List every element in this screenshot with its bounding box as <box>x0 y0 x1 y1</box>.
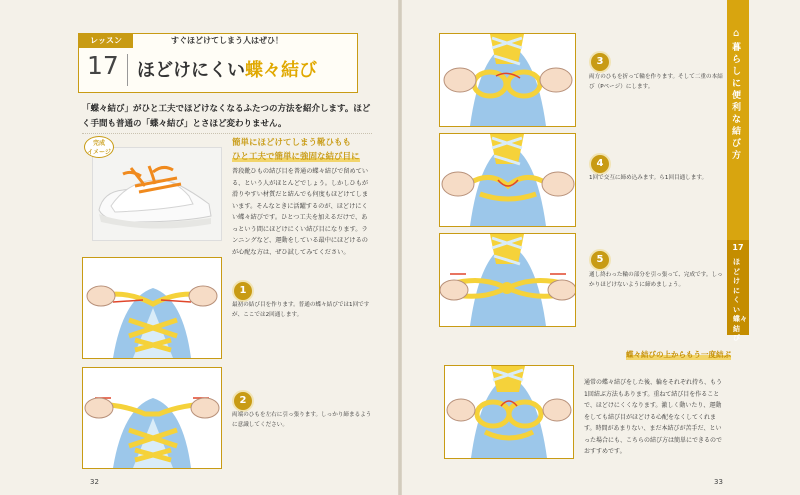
step4-number: 4 <box>589 153 611 175</box>
point-body: 普段靴ひもの結び目を普通の蝶々結びで留めている、という人がほとんどでしょう。しかしひもが滑りやすい材質だと結んでも何度もほどけてしまいます。そんなときに活躍するのが、ほどけにくい蝶々結びです。ひとつ工夫を加えるだけで、あっという間にほどけにくい結び目になります。ランニングなど、運動をしている最中にほどけるのが心配な方は、ぜひ試してみてください。 <box>232 168 369 256</box>
page-number-left: 32 <box>90 478 99 486</box>
tip-illustration <box>444 365 574 459</box>
step2-text: 両端のひもを左右に引っ張ります。しっかり締まるように意識してください。 <box>232 412 372 428</box>
lesson-title <box>137 56 317 82</box>
point-heading <box>232 136 372 164</box>
step2-illustration <box>82 367 222 469</box>
lesson-tab: レッスン <box>79 34 133 48</box>
step3-illustration <box>439 33 576 127</box>
point-line1: 簡単にほどけてしまう靴ひもも <box>232 138 352 148</box>
lesson-number-rule <box>127 54 128 86</box>
title-highlight: 蝶々結び <box>245 60 317 81</box>
step2-number: 2 <box>232 390 254 412</box>
shoe-photo <box>92 147 222 241</box>
page-number-right: 33 <box>714 478 723 486</box>
title-prefix: ほどけにくい <box>137 60 245 81</box>
step4-text: 1回で交互に締め込みます。ら1回目通します。 <box>589 175 708 181</box>
step1-illustration <box>82 257 222 359</box>
lesson-catch: すぐほどけてしまう人はぜひ！ <box>171 36 283 45</box>
lesson-header <box>78 33 358 93</box>
lesson-side-title: ほどけにくい蝶々結び <box>733 258 747 342</box>
intro-text: 「蝶々結び」がひと工夫でほどけなくなるふたつの方法を紹介します。ほどく手間も普通の「蝶々結び」とさほど変わりません。 <box>82 104 371 129</box>
divider <box>82 133 372 134</box>
lesson-number: 17 <box>87 51 119 80</box>
lesson-side-number: 17 <box>732 243 744 252</box>
step3-text: 両方のひもを折って輪を作ります。そして二重の本結び（Pページ）にします。 <box>589 74 723 90</box>
step1-text: 最初の結び目を作ります。普通の蝶々結びでは1回ですが、ここでは2回通します。 <box>232 302 370 318</box>
gutter <box>398 0 402 495</box>
badge-line2: イメージ <box>87 149 111 156</box>
point-line2: ひと工夫で簡単に強固な結び目に <box>232 152 360 162</box>
step3-number: 3 <box>589 51 611 73</box>
tip-body: 通常の蝶々結びをした後、輪をそれぞれ持ち、もう1回結ぶ方法もあります。重ねて結び目を作ることで、ほどけにくくなります。激しく動いたり、運動をしても結び目がほどける心配をなくしてくれます。時間があまりない、まだ本結びが苦手だ、といった場合にも、こちらの結び方は簡単にできるのでおすすめです。 <box>584 379 723 455</box>
step5-text: 通し終わった輪の部分を引っ張って、完成です。しっかりほどけないように締めましょう。 <box>589 272 723 288</box>
badge-line1: 完成 <box>92 140 105 147</box>
step5-number: 5 <box>589 249 611 271</box>
step5-illustration <box>439 233 576 327</box>
step4-illustration <box>439 133 576 227</box>
tip-heading: 蝶々結びの上からもう一度結ぶ <box>626 350 731 359</box>
chapter-title: 暮らしに便利な結び方 <box>732 43 742 161</box>
home-icon: ⌂ <box>733 28 740 39</box>
step1-number: 1 <box>232 280 254 302</box>
completed-image-badge <box>84 136 114 158</box>
